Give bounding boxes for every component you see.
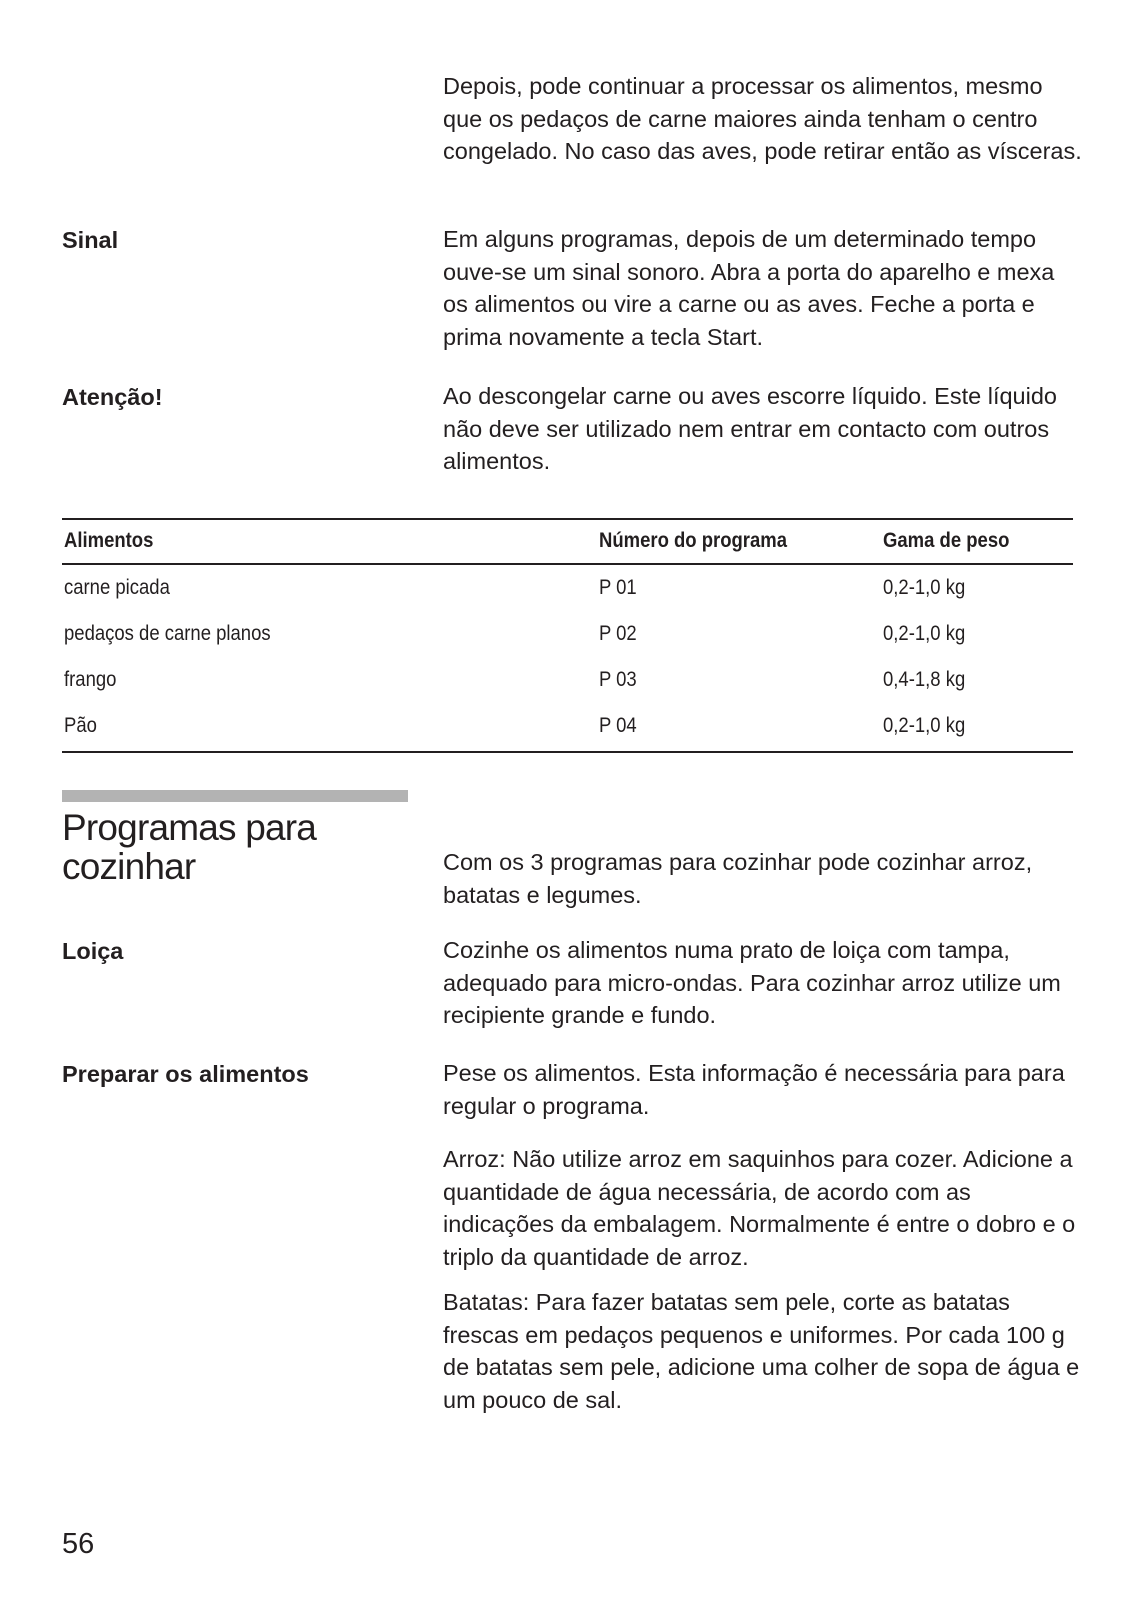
section-title: [62, 808, 316, 886]
preparar-text-1: Pese os alimentos. Esta informação é necessária para para regular o programa.: [443, 1060, 1065, 1119]
cell-alimento: frango: [64, 667, 117, 691]
preparar-text-2: Arroz: Não utilize arroz em saquinhos para cozer. Adicione a quantidade de água necessária, de acordo com as indicações da embalagem. Normalmente é entre o dobro e o triplo da quantidade de arroz.: [443, 1146, 1076, 1270]
intro-paragraph-text: Depois, pode continuar a processar os alimentos, mesmo que os pedaços de carne maiores ainda tenham o centro congelado. No caso das aves, pode retirar então as vísceras.: [443, 73, 1082, 164]
section-title-line2: cozinhar: [62, 846, 196, 887]
preparar-text-3: Batatas: Para fazer batatas sem pele, corte as batatas frescas em pedaços pequenos e uniformes. Por cada 100 g de batatas sem pele, adicione uma colher de sopa de água e um pouco de sal.: [443, 1289, 1080, 1413]
loica-text: Cozinhe os alimentos numa prato de loiça com tampa, adequado para micro-ondas. Para cozinhar arroz utilize um recipiente grande e fundo.: [443, 937, 1061, 1028]
table-header-rule: [62, 563, 1073, 565]
atencao-text: Ao descongelar carne ou aves escorre líquido. Este líquido não deve ser utilizado nem entrar em contacto com outros alimentos.: [443, 383, 1057, 474]
cell-programa: P 04: [599, 713, 637, 737]
cell-programa: P 03: [599, 667, 637, 691]
cell-peso: 0,2-1,0 kg: [883, 621, 966, 645]
section-intro-text: Com os 3 programas para cozinhar pode cozinhar arroz, batatas e legumes.: [443, 849, 1033, 908]
cell-alimento: Pão: [64, 713, 97, 737]
sinal-paragraph: [443, 223, 1083, 353]
section-divider-bar: [62, 790, 408, 802]
header-gama-peso: Gama de peso: [883, 528, 1010, 552]
preparar-paragraph-2: [443, 1143, 1083, 1273]
loica-label: Loiça: [62, 938, 124, 964]
cell-programa: P 01: [599, 575, 637, 599]
table-row: [62, 567, 1073, 613]
intro-paragraph: [443, 70, 1083, 168]
sinal-label: Sinal: [62, 227, 119, 253]
atencao-label: Atenção!: [62, 384, 163, 410]
cell-alimento: pedaços de carne planos: [64, 621, 271, 645]
atencao-paragraph: [443, 380, 1083, 478]
section-title-line1: Programas para: [62, 807, 317, 848]
cell-peso: 0,2-1,0 kg: [883, 575, 966, 599]
cell-programa: P 02: [599, 621, 637, 645]
sinal-text: Em alguns programas, depois de um determinado tempo ouve-se um sinal sonoro. Abra a porta do aparelho e mexa os alimentos ou vire a carne ou as aves. Feche a porta e prima novamente a tecla Start.: [443, 226, 1055, 350]
table-row: [62, 659, 1073, 705]
table-row: [62, 705, 1073, 751]
cell-peso: 0,4-1,8 kg: [883, 667, 966, 691]
header-alimentos: Alimentos: [64, 528, 154, 552]
loica-paragraph: [443, 934, 1083, 1032]
preparar-paragraph-1: [443, 1057, 1083, 1122]
cell-peso: 0,2-1,0 kg: [883, 713, 966, 737]
page-number: 56: [62, 1528, 95, 1560]
cell-alimento: carne picada: [64, 575, 170, 599]
header-numero-programa: Número do programa: [599, 528, 788, 552]
section-intro: [443, 846, 1083, 911]
table-row: [62, 613, 1073, 659]
preparar-paragraph-3: [443, 1286, 1083, 1416]
table-bottom-rule: [62, 751, 1073, 753]
table-header-row: [62, 520, 1073, 566]
preparar-label: Preparar os alimentos: [62, 1061, 309, 1087]
